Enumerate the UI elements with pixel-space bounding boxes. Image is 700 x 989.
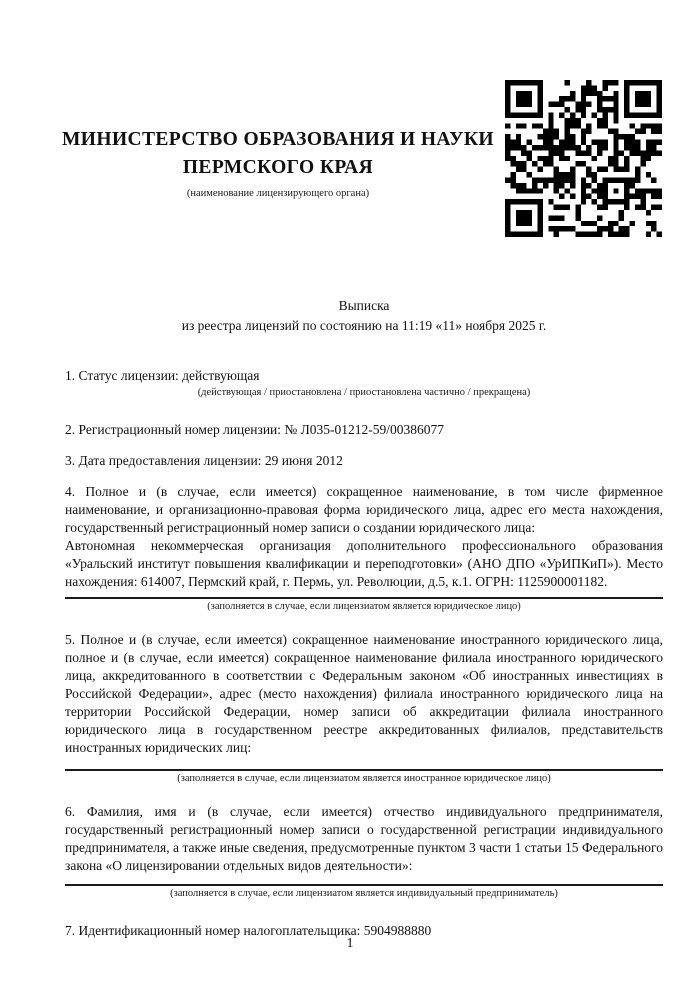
item-legal-entity-caption: (заполняется в случае, если лицензиатом является юридическое лицо) bbox=[207, 601, 521, 612]
item-individual-entrepreneur-text: 6. Фамилия, имя и (в случае, если имеется) отчество индивидуального предпринимателя, государственный регистрационный номер записи о государственной регистрации индивидуального предпринимателя, а также иные сведения, предусмотренные пунктом 3 части 1 статьи 15 Федерального закона «О лицензировании отдельных видов деятельности»: bbox=[65, 804, 663, 873]
item-individual-entrepreneur-caption: (заполняется в случае, если лицензиатом является индивидуальный предприниматель) bbox=[170, 888, 558, 899]
licensing-authority-name bbox=[55, 126, 501, 182]
item-registration-number: 2. Регистрационный номер лицензии: № Л035-01212-59/00386077 bbox=[65, 422, 445, 437]
title-line2: из реестра лицензий по состоянию на 11:19 «11» ноября 2025 г. bbox=[181, 318, 547, 333]
org-name-line2: ПЕРМСКОГО КРАЯ bbox=[182, 157, 374, 178]
fill-line-legal-entity bbox=[65, 597, 663, 599]
qr-code-icon bbox=[505, 80, 662, 237]
item-taxpayer-number: 7. Идентификационный номер налогоплательщика: 5904988880 bbox=[65, 923, 432, 938]
item-legal-entity-intro: 4. Полное и (в случае, если имеется) сокращенное наименование, в том числе фирменное наименование, и организационно-правовая форма юридического лица, адрес его места нахождения, государственный регистрационный номер записи о создании юридического лица: bbox=[65, 484, 663, 535]
item-foreign-entity-caption: (заполняется в случае, если лицензиатом является иностранное юридическое лицо) bbox=[177, 773, 551, 784]
document-body bbox=[65, 296, 663, 940]
item-license-status: 1. Статус лицензии: действующая bbox=[65, 368, 260, 383]
item-grant-date: 3. Дата предоставления лицензии: 29 июня 2012 bbox=[65, 453, 343, 468]
fill-line-foreign-entity bbox=[65, 769, 663, 771]
document-title bbox=[65, 296, 663, 336]
title-line1: Выписка bbox=[338, 298, 390, 313]
item-license-status-caption: (действующая / приостановлена / приостановлена частично / прекращена) bbox=[197, 387, 531, 398]
fill-line-individual-entrepreneur bbox=[65, 884, 663, 886]
org-name-line1: МИНИСТЕРСТВО ОБРАЗОВАНИЯ И НАУКИ bbox=[62, 129, 494, 150]
item-foreign-entity-text: 5. Полное и (в случае, если имеется) сокращенное наименование иностранного юридического лица, полное и (в случае, если имеется) сокращенное наименование филиала иностранного юридического лица, аккредитованного в соответствии с Федеральным законом «Об иностранных инвестициях в Российской Федерации», адрес (место нахождения) филиала иностранного юридического лица на территории Российской Федерации, номер записи об аккредитации филиала иностранного юридического лица в государственном реестре аккредитованных филиалов, представительств иностранных юридических лиц: bbox=[65, 632, 663, 755]
item-legal-entity-value: Автономная некоммерческая организация дополнительного профессионального образования «Уральский институт повышения квалификации и переподготовки» (АНО ДПО «УрИПКиП»). Место нахождения: 614007, Пермский край, г. Пермь, ул. Революции, д.5, к.1. ОГРН: 1125900001182. bbox=[65, 538, 663, 589]
qr-code-pattern bbox=[505, 80, 662, 237]
page-number: 1 bbox=[346, 935, 354, 950]
document-header bbox=[55, 126, 501, 201]
licensing-authority-caption: (наименование лицензирующего органа) bbox=[186, 188, 370, 199]
